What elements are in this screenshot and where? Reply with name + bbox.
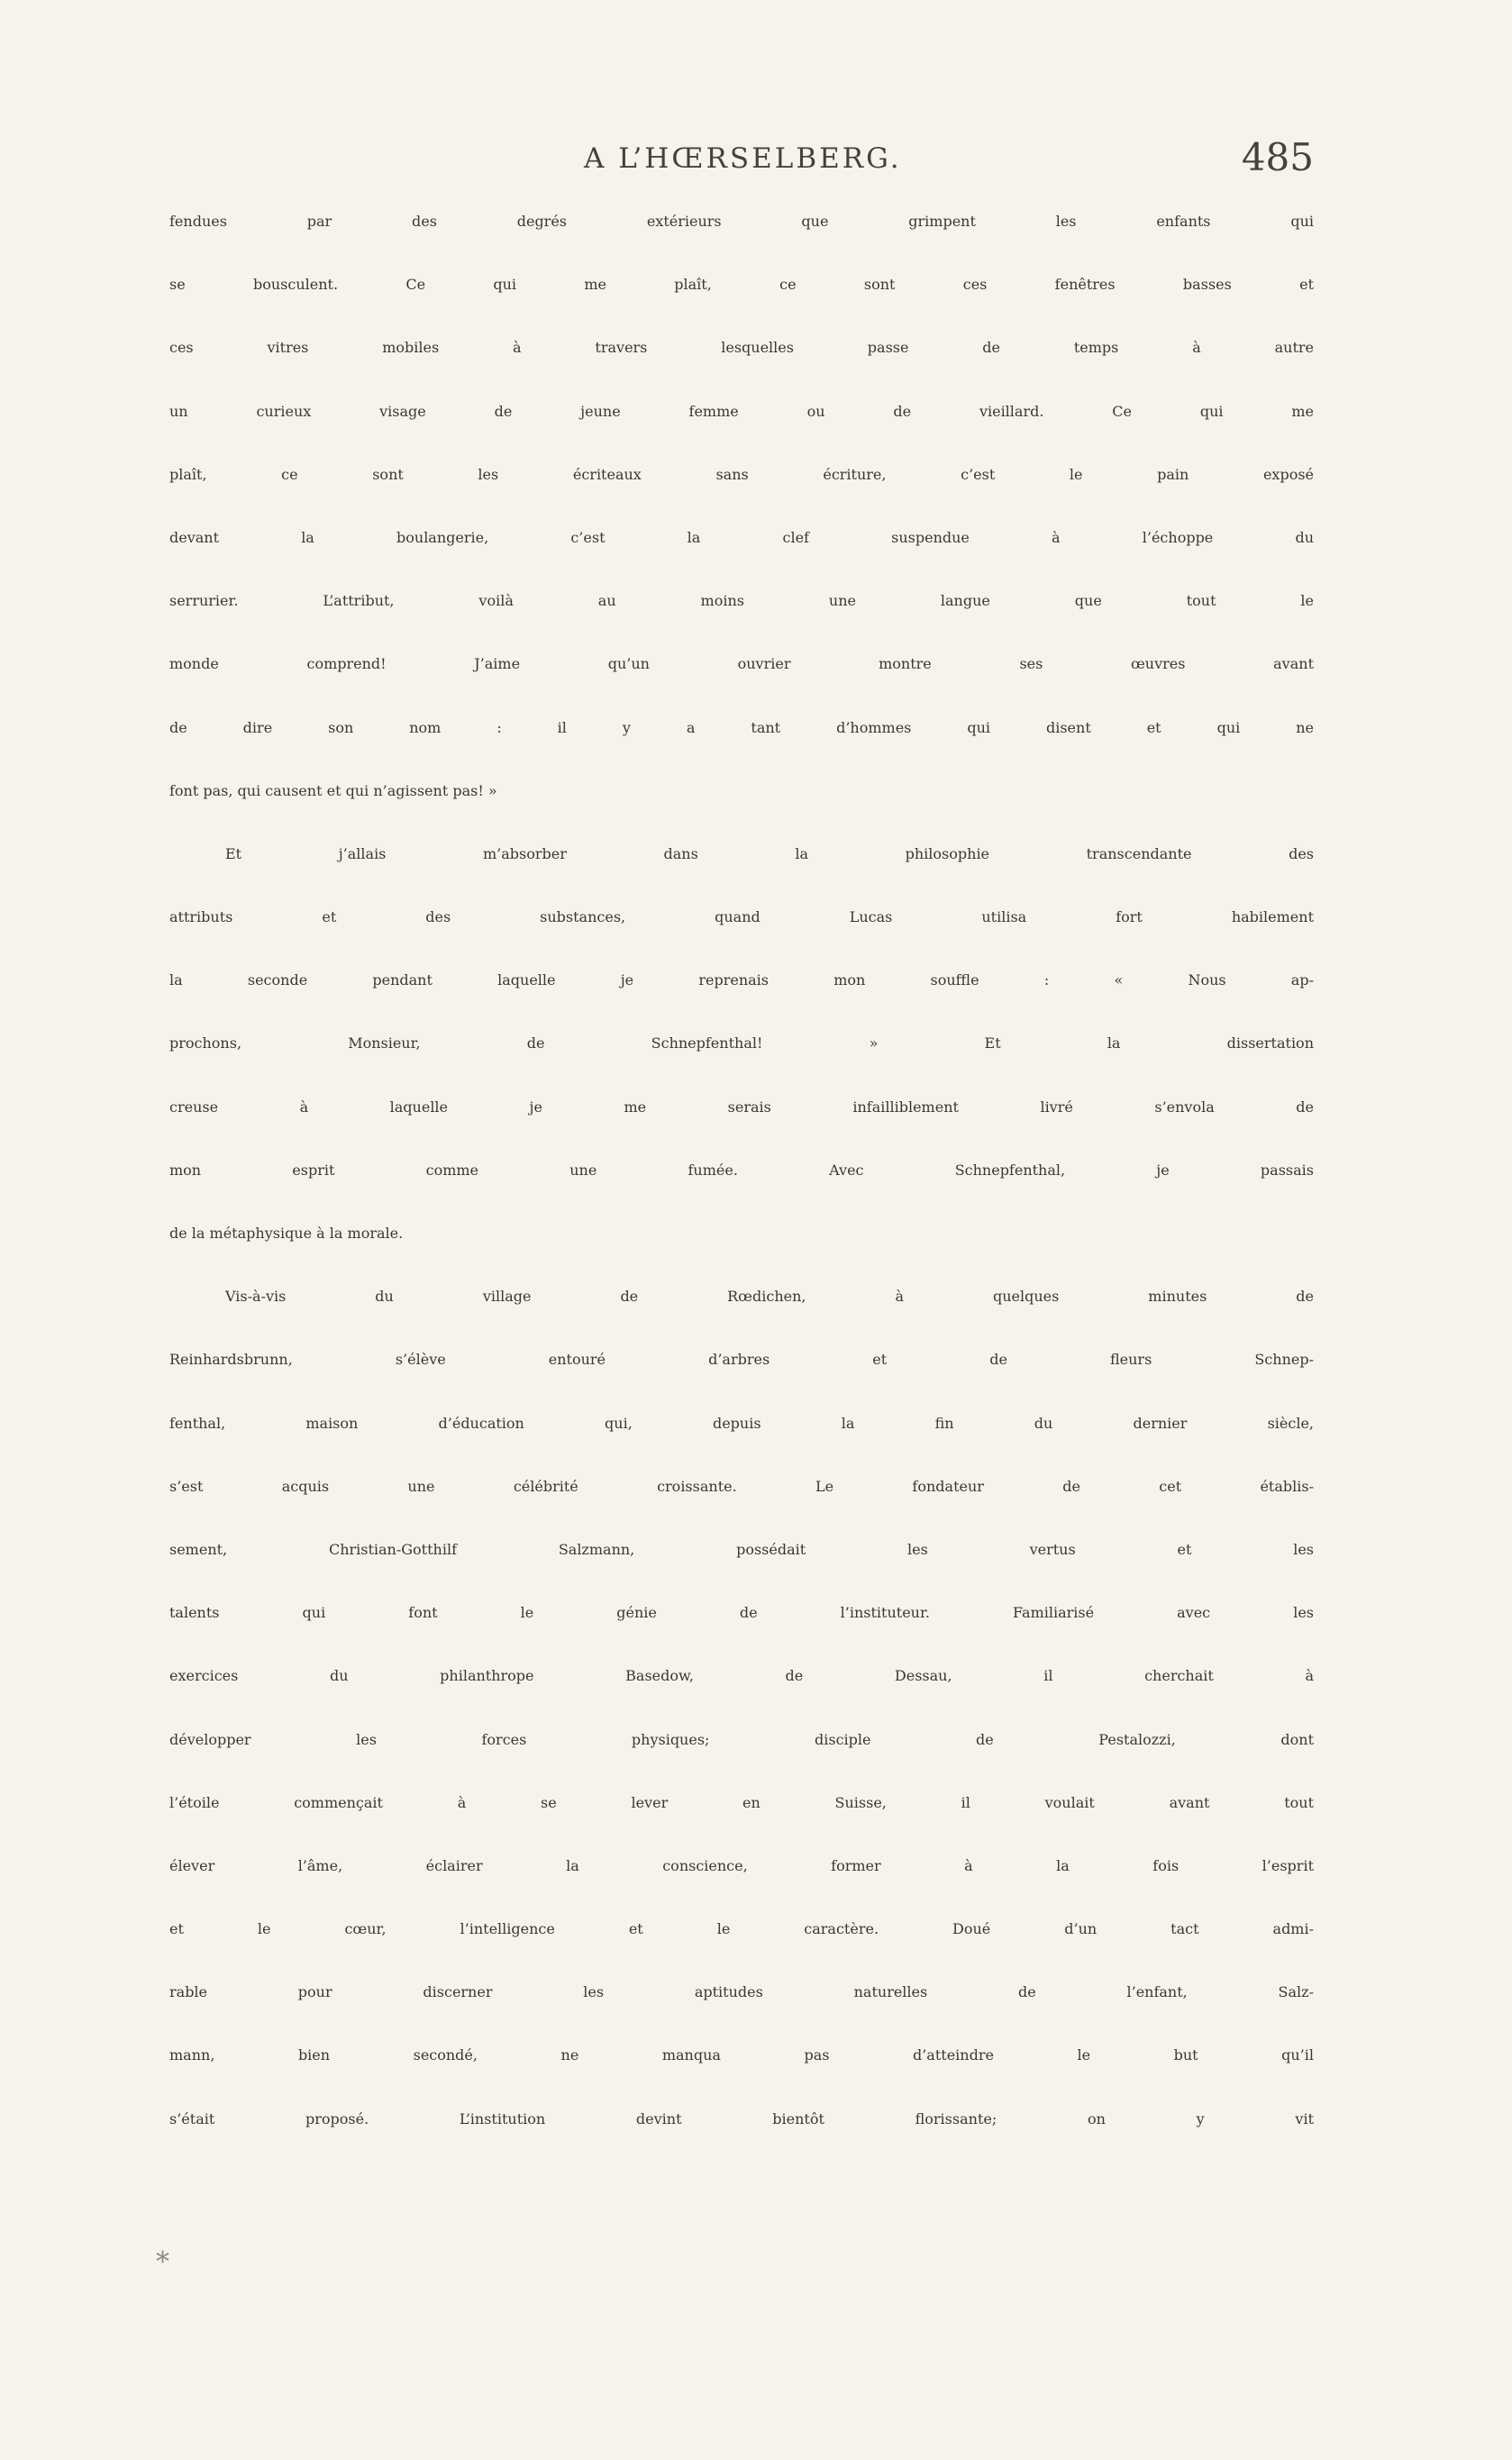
- text-line: talents qui font le génie de l’instituteur. Familiarisé avec les: [169, 1604, 1314, 1622]
- text-line: s’est acquis une célébrité croissante. Le fondateur de cet établis-: [169, 1477, 1314, 1495]
- text-line: élever l’âme, éclairer la conscience, former à la fois l’esprit: [169, 1856, 1314, 1874]
- text-line: s’était proposé. L’institution devint bientôt florissante; on y vit: [169, 2109, 1314, 2127]
- text-line: serrurier. L’attribut, voilà au moins une langue que tout le: [169, 592, 1314, 610]
- text-line: sement, Christian-Gotthilf Salzmann, possédait les vertus et les: [169, 1540, 1314, 1558]
- text-line: prochons, Monsieur, de Schnepfenthal! » Et la dissertation: [169, 1034, 1314, 1052]
- text-line: fenthal, maison d’éducation qui, depuis la fin du dernier siècle,: [169, 1414, 1314, 1432]
- text-line: Reinhardsbrunn, s’élève entouré d’arbres et de fleurs Schnep-: [169, 1351, 1314, 1369]
- text-line: exercices du philanthrope Basedow, de Dessau, il cherchait à: [169, 1667, 1314, 1685]
- text-line: creuse à laquelle je me serais infailliblement livré s’envola de: [169, 1098, 1314, 1116]
- text-line: mon esprit comme une fumée. Avec Schnepfenthal, je passais: [169, 1161, 1314, 1179]
- text-line: et le cœur, l’intelligence et le caractère. Doué d’un tact admi-: [169, 1920, 1314, 1938]
- page-number: 485: [1241, 135, 1314, 179]
- text-line: mann, bien secondé, ne manqua pas d’atteindre le but qu’il: [169, 2046, 1314, 2064]
- text-line: devant la boulangerie, c’est la clef suspendue à l’échoppe du: [169, 528, 1314, 546]
- text-line: fendues par des degrés extérieurs que grimpent les enfants qui: [169, 213, 1314, 230]
- text-line: ces vitres mobiles à travers lesquelles passe de temps à autre: [169, 339, 1314, 357]
- text-line: Et j’allais m’absorber dans la philosophie transcendante des: [225, 844, 1314, 862]
- text-line: développer les forces physiques; disciple de Pestalozzi, dont: [169, 1730, 1314, 1748]
- text-line: l’étoile commençait à se lever en Suisse, il voulait avant tout: [169, 1793, 1314, 1811]
- text-line: rable pour discerner les aptitudes naturelles de l’enfant, Salz-: [169, 1983, 1314, 2001]
- text-line: Vis-à-vis du village de Rœdichen, à quelques minutes de: [225, 1288, 1314, 1306]
- text-line: de dire son nom : il y a tant d’hommes qui disent et qui ne: [169, 718, 1314, 736]
- text-line: la seconde pendant laquelle je reprenais mon souffle : « Nous ap-: [169, 971, 1314, 989]
- running-header: [169, 135, 1314, 189]
- printer-mark: *: [156, 2246, 169, 2278]
- text-line: font pas, qui causent et qui n’agissent pas! »: [169, 781, 497, 799]
- text-line: de la métaphysique à la morale.: [169, 1225, 404, 1242]
- running-title: A L’HŒRSELBERG.: [584, 142, 902, 175]
- text-line: attributs et des substances, quand Lucas utilisa fort habilement: [169, 908, 1314, 926]
- text-line: se bousculent. Ce qui me plaît, ce sont ces fenêtres basses et: [169, 276, 1314, 294]
- body-text: [169, 213, 1314, 2173]
- text-line: un curieux visage de jeune femme ou de vieillard. Ce qui me: [169, 402, 1314, 420]
- text-line: plaît, ce sont les écriteaux sans écriture, c’est le pain exposé: [169, 465, 1314, 483]
- text-line: monde comprend! J’aime qu’un ouvrier montre ses œuvres avant: [169, 655, 1314, 673]
